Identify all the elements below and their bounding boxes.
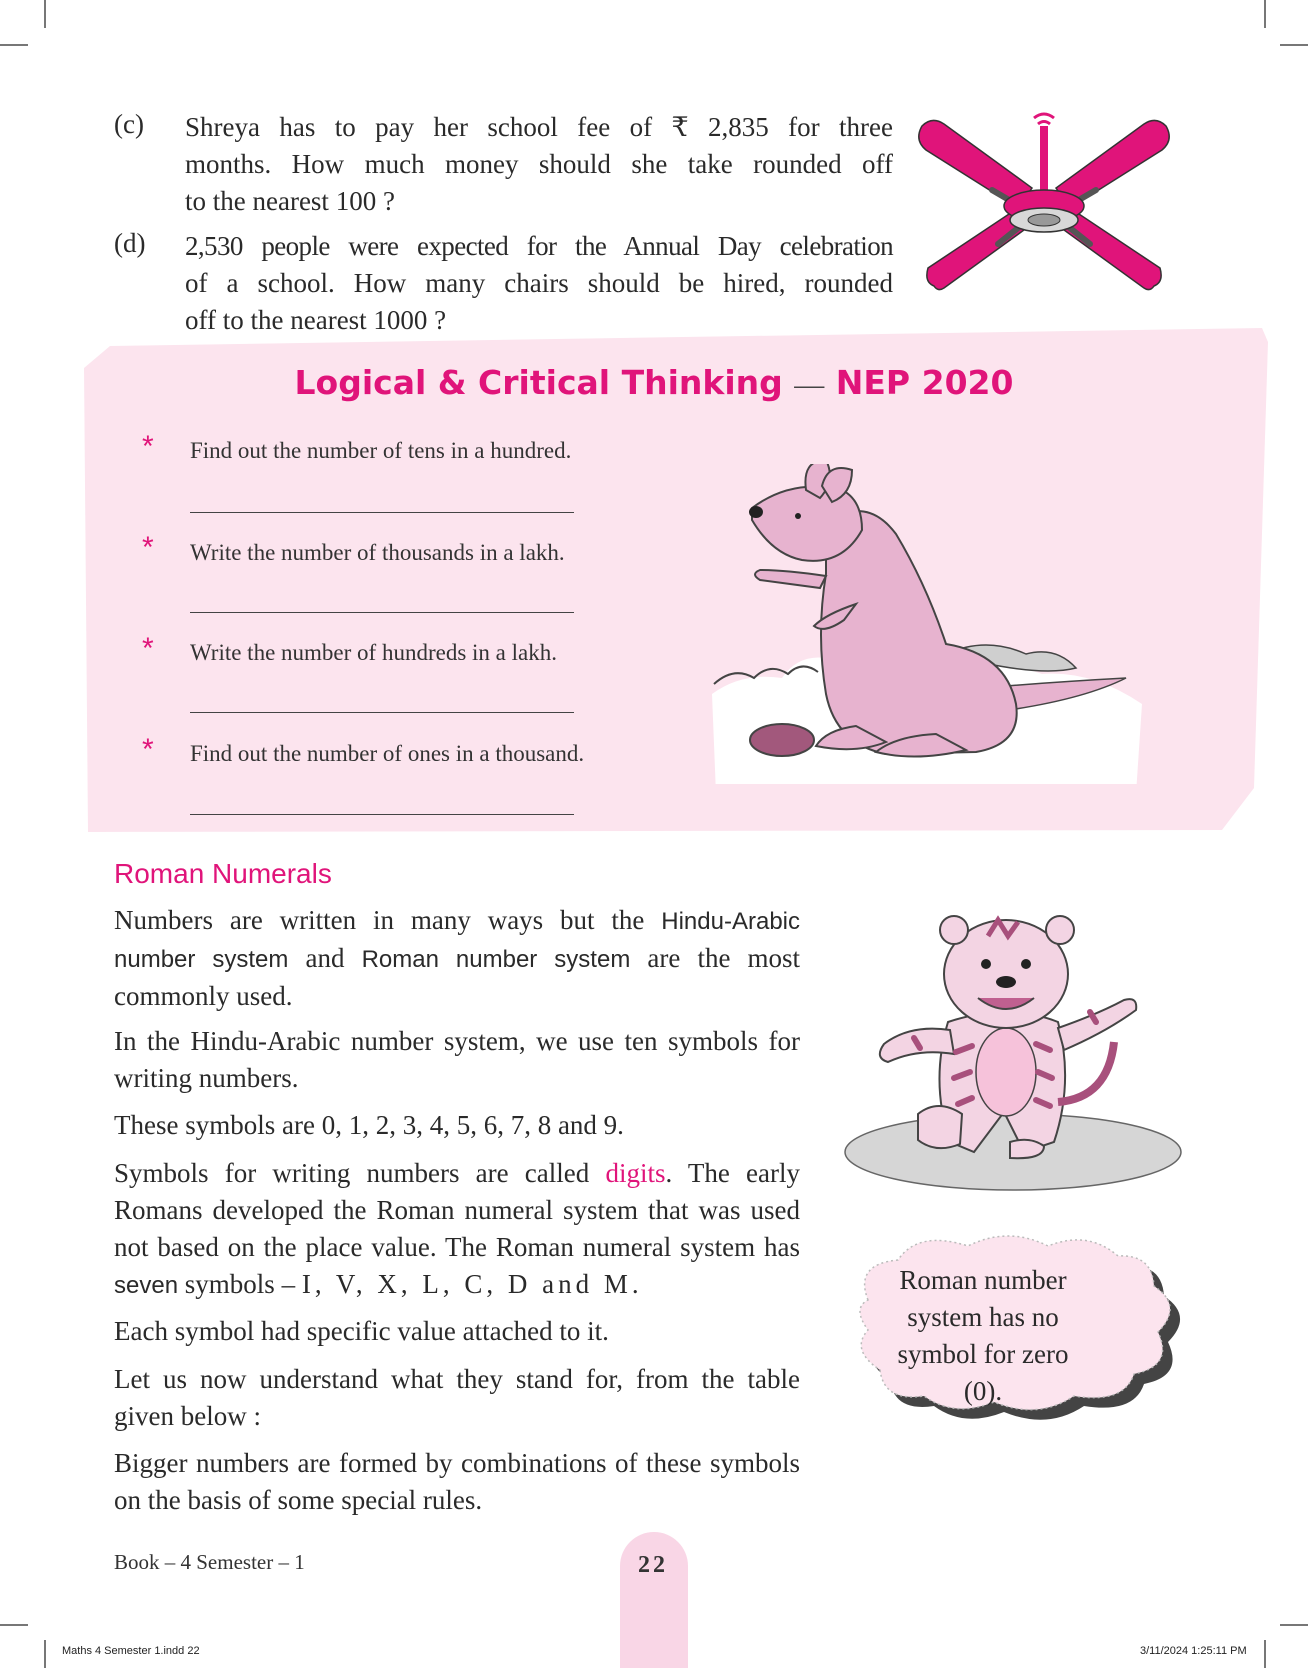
crop-mark [1264,0,1266,28]
nep-title-text: Logical & Critical Thinking [294,363,783,402]
bullet-star-icon: * [142,733,154,766]
crop-mark [1264,1640,1266,1668]
nep-question: Write the number of hundreds in a lakh. [190,640,557,665]
tiger-illustration [838,902,1188,1192]
bullet-star-icon: * [142,632,154,665]
nep-title-tag: NEP 2020 [835,363,1014,402]
paragraph-text: symbols – [184,1269,296,1299]
nep-question: Find out the number of tens in a hundred. [190,438,572,463]
ceiling-fan-illustration [912,108,1177,308]
question-c-line: to the nearest 100 ? [185,186,395,216]
paragraph-ten-symbols: In the Hindu-Arabic number system, we use ten symbols for writing numbers. [114,1026,800,1093]
paragraph-number-systems [114,902,800,1015]
question-d-line: 2,530 people were expected for the Annual Day celebration [185,231,893,261]
crop-mark [1280,1624,1308,1626]
paragraph-specific-value: Each symbol had specific value attached to it. [114,1316,609,1346]
page-number: 22 [638,1552,668,1578]
bullet-star-icon: * [142,430,154,463]
answer-line[interactable] [190,512,574,513]
paragraph-text: Symbols for writing numbers are called [114,1158,590,1188]
footer-book-label: Book – 4 Semester – 1 [114,1550,305,1574]
question-c-label: (c) [114,109,144,139]
answer-line[interactable] [190,712,574,713]
nep-question: Write the number of thousands in a lakh. [190,540,565,565]
bullet-star-icon: * [142,531,154,564]
paragraph-text: and [305,943,345,973]
question-d-line: of a school. How many chairs should be hired, rounded [185,268,893,298]
slug-timestamp: 3/11/2024 1:25:11 PM [1140,1645,1247,1657]
kangaroo-illustration [706,464,1152,784]
paragraph-understand: Let us now understand what they stand for, from the table given below : [114,1364,800,1431]
nep-title-dash: — [794,368,825,401]
paragraph-text: Numbers are written in many ways but the [114,905,645,935]
crop-mark [1280,44,1308,46]
answer-line[interactable] [190,814,574,815]
crop-mark [44,0,46,28]
keyword-digits: digits [605,1158,666,1188]
nep-title [0,363,1308,402]
crop-mark [0,1624,28,1626]
keyword-roman-system: Roman number system [361,946,631,973]
question-c-line: Shreya has to pay her school fee of ₹ 2,835 for three [185,112,893,142]
crop-mark [44,1640,46,1668]
keyword-seven: seven [114,1272,179,1299]
crop-mark [0,44,28,46]
paragraph-symbol-list: These symbols are 0, 1, 2, 3, 4, 5, 6, 7, 8 and 9. [114,1110,624,1140]
roman-symbols: I, V, X, L, C, D and M. [301,1269,643,1299]
question-c-line: months. How much money should she take rounded off [185,149,893,179]
question-c-text [185,109,893,220]
section-heading-roman-numerals: Roman Numerals [114,858,332,889]
paragraph-text: . The early Romans developed the Roman numeral system that was used not based on the place value. The Roman numeral system has [114,1158,800,1262]
paragraph-digits [114,1155,800,1304]
paragraph-bigger-numbers: Bigger numbers are formed by combinations of these symbols on the basis of some special rules. [114,1448,800,1515]
nep-question: Find out the number of ones in a thousand. [190,741,585,766]
paragraph-text: are the most commonly used. [114,943,801,1011]
slug-file-info: Maths 4 Semester 1.indd 22 [62,1645,200,1657]
question-d-label: (d) [114,228,146,258]
keyword-hindu-arabic: Hindu-Arabic number system [114,908,800,973]
cloud-note-text: Roman number system has no symbol for zero (0). [897,1265,1069,1406]
answer-line[interactable] [190,612,574,613]
question-d-line: off to the nearest 1000 ? [185,305,447,335]
